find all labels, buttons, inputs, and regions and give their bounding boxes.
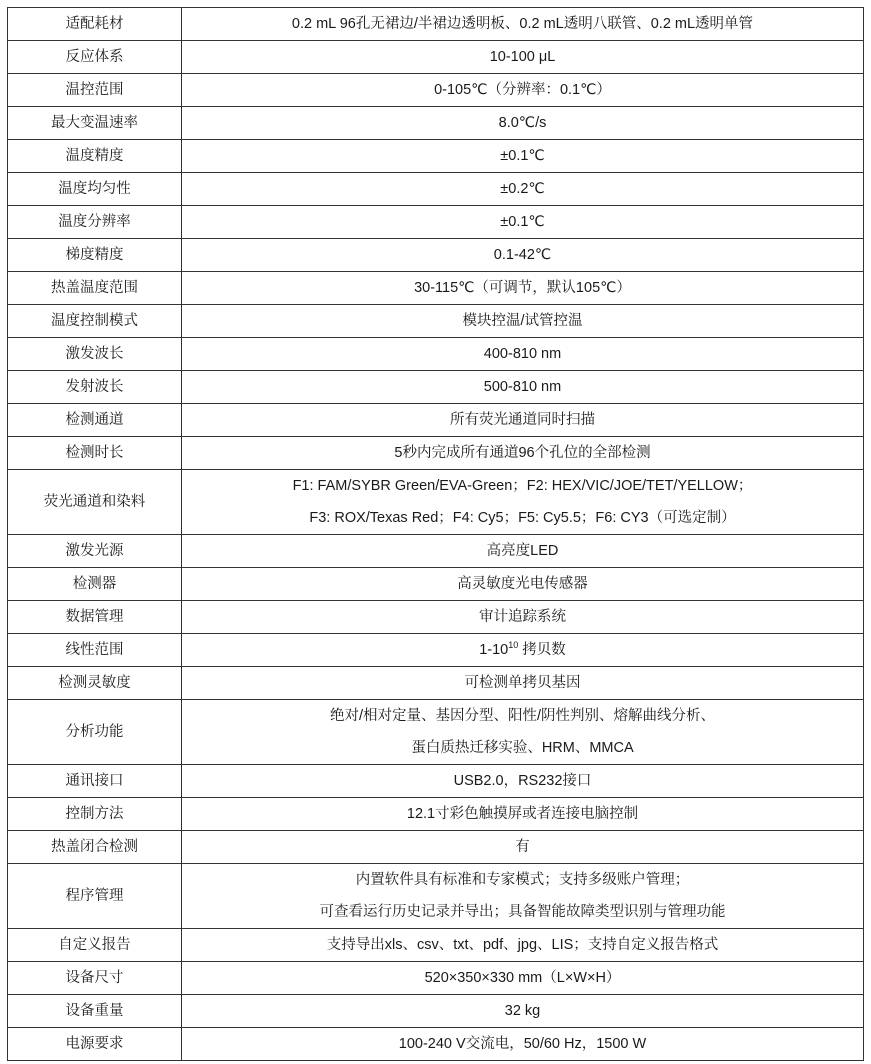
spec-value: [182, 864, 864, 929]
spec-row: [8, 601, 864, 634]
spec-label: 程序管理: [8, 864, 182, 929]
spec-label: 检测时长: [8, 437, 182, 470]
spec-label: 检测器: [8, 568, 182, 601]
spec-value-line: 高亮度LED: [486, 543, 559, 559]
spec-value: [182, 470, 864, 535]
spec-value-line: F1: FAM/SYBR Green/EVA-Green；F2: HEX/VIC/JOE/TET/YELLOW；: [292, 478, 753, 494]
spec-row: [8, 700, 864, 765]
spec-row: [8, 8, 864, 41]
spec-label: 发射波长: [8, 371, 182, 404]
spec-value: [182, 272, 864, 305]
spec-value-base: 1-10: [479, 642, 509, 658]
spec-value: [182, 535, 864, 568]
spec-row: [8, 140, 864, 173]
spec-value: [182, 437, 864, 470]
spec-value: [182, 962, 864, 995]
spec-value-line: 审计追踪系统: [479, 609, 566, 625]
spec-row: [8, 404, 864, 437]
spec-value-line: 有: [515, 839, 530, 855]
spec-label: 线性范围: [8, 634, 182, 667]
spec-value: [182, 338, 864, 371]
spec-row: [8, 765, 864, 798]
spec-row: [8, 305, 864, 338]
spec-value-suffix: 拷贝数: [518, 642, 566, 658]
spec-value: [182, 239, 864, 272]
spec-value: [182, 206, 864, 239]
spec-label: 最大变温速率: [8, 107, 182, 140]
spec-row: [8, 962, 864, 995]
spec-label: 电源要求: [8, 1028, 182, 1061]
spec-row: [8, 74, 864, 107]
spec-value-line: 0.2 mL 96孔无裙边/半裙边透明板、0.2 mL透明八联管、0.2 mL透明单管: [291, 16, 754, 32]
spec-table-body: [8, 8, 864, 1061]
spec-value: [182, 371, 864, 404]
spec-row: [8, 470, 864, 535]
spec-value: [182, 995, 864, 1028]
spec-label: 温度控制模式: [8, 305, 182, 338]
spec-row: [8, 338, 864, 371]
spec-value: [182, 765, 864, 798]
spec-value-line: 520×350×330 mm（L×W×H）: [424, 970, 621, 986]
spec-value-line: 100-240 V交流电，50/60 Hz，1500 W: [398, 1036, 647, 1052]
spec-row: [8, 634, 864, 667]
spec-value: [182, 1028, 864, 1061]
spec-value-line: 模块控温/试管控温: [462, 313, 583, 329]
spec-value: [182, 700, 864, 765]
spec-row: [8, 667, 864, 700]
spec-row: [8, 535, 864, 568]
spec-label: 自定义报告: [8, 929, 182, 962]
spec-value-line: F3: ROX/Texas Red；F4: Cy5；F5: Cy5.5；F6: CY3（可选定制）: [309, 510, 736, 526]
spec-row: [8, 107, 864, 140]
spec-label: 反应体系: [8, 41, 182, 74]
spec-value-line: 8.0℃/s: [498, 115, 547, 131]
spec-value: [182, 601, 864, 634]
spec-label: 数据管理: [8, 601, 182, 634]
spec-row: [8, 173, 864, 206]
spec-value-exponent: 10: [508, 640, 519, 650]
spec-label: 设备尺寸: [8, 962, 182, 995]
spec-value-line: [188, 634, 857, 666]
spec-label: 通讯接口: [8, 765, 182, 798]
spec-value: [182, 305, 864, 338]
spec-label: 梯度精度: [8, 239, 182, 272]
spec-row: [8, 568, 864, 601]
spec-row: [8, 864, 864, 929]
spec-row: [8, 437, 864, 470]
spec-value-line: ±0.2℃: [500, 181, 545, 197]
spec-value-line: 绝对/相对定量、基因分型、阳性/阴性判别、熔解曲线分析、: [329, 708, 716, 724]
spec-value-line: 支持导出xls、csv、txt、pdf、jpg、LIS；支持自定义报告格式: [326, 937, 719, 953]
spec-value: [182, 798, 864, 831]
spec-row: [8, 371, 864, 404]
spec-value: [182, 140, 864, 173]
spec-value: [182, 74, 864, 107]
spec-value-line: 可查看运行历史记录并导出；具备智能故障类型识别与管理功能: [319, 904, 726, 920]
spec-row: [8, 206, 864, 239]
spec-label: 温控范围: [8, 74, 182, 107]
spec-value-line: 高灵敏度光电传感器: [457, 576, 588, 592]
spec-label: 温度精度: [8, 140, 182, 173]
spec-value-line: 0.1-42℃: [493, 247, 552, 263]
spec-label: 荧光通道和染料: [8, 470, 182, 535]
spec-label: 检测灵敏度: [8, 667, 182, 700]
spec-value-line: ±0.1℃: [500, 148, 545, 164]
spec-value-line: 500-810 nm: [483, 379, 562, 395]
spec-value-line: 所有荧光通道同时扫描: [450, 412, 595, 428]
spec-value: [182, 634, 864, 667]
spec-value: [182, 173, 864, 206]
spec-label: 温度均匀性: [8, 173, 182, 206]
spec-value-line: 5秒内完成所有通道96个孔位的全部检测: [394, 445, 651, 461]
spec-value-line: 400-810 nm: [483, 346, 562, 362]
spec-label: 检测通道: [8, 404, 182, 437]
spec-label: 热盖闭合检测: [8, 831, 182, 864]
spec-value: [182, 667, 864, 700]
spec-label: 适配耗材: [8, 8, 182, 41]
spec-value-line: 蛋白质热迁移实验、HRM、MMCA: [411, 740, 634, 756]
spec-value: [182, 107, 864, 140]
spec-value-line: 12.1寸彩色触摸屏或者连接电脑控制: [406, 806, 639, 822]
spec-row: [8, 272, 864, 305]
spec-value-line: USB2.0，RS232接口: [453, 773, 592, 789]
spec-value: [182, 568, 864, 601]
spec-value-line: ±0.1℃: [500, 214, 545, 230]
spec-table: [7, 7, 864, 1061]
spec-row: [8, 1028, 864, 1061]
spec-label: 设备重量: [8, 995, 182, 1028]
spec-value: [182, 8, 864, 41]
spec-row: [8, 41, 864, 74]
spec-value: [182, 41, 864, 74]
spec-value-line: 可检测单拷贝基因: [464, 675, 581, 691]
spec-label: 激发波长: [8, 338, 182, 371]
spec-value-line: 0-105℃（分辨率：0.1℃）: [434, 82, 611, 98]
spec-label: 热盖温度范围: [8, 272, 182, 305]
spec-value-line: 10-100 μL: [489, 49, 556, 65]
spec-label: 激发光源: [8, 535, 182, 568]
spec-label: 温度分辨率: [8, 206, 182, 239]
spec-row: [8, 239, 864, 272]
spec-value: [182, 404, 864, 437]
spec-row: [8, 929, 864, 962]
spec-value-line: 32 kg: [504, 1003, 541, 1019]
spec-row: [8, 831, 864, 864]
spec-value: [182, 831, 864, 864]
spec-row: [8, 798, 864, 831]
spec-value: [182, 929, 864, 962]
spec-label: 分析功能: [8, 700, 182, 765]
spec-row: [8, 995, 864, 1028]
spec-label: 控制方法: [8, 798, 182, 831]
spec-value-line: 30-115℃（可调节，默认105℃）: [414, 280, 631, 296]
spec-value-line: 内置软件具有标准和专家模式；支持多级账户管理；: [355, 872, 690, 888]
